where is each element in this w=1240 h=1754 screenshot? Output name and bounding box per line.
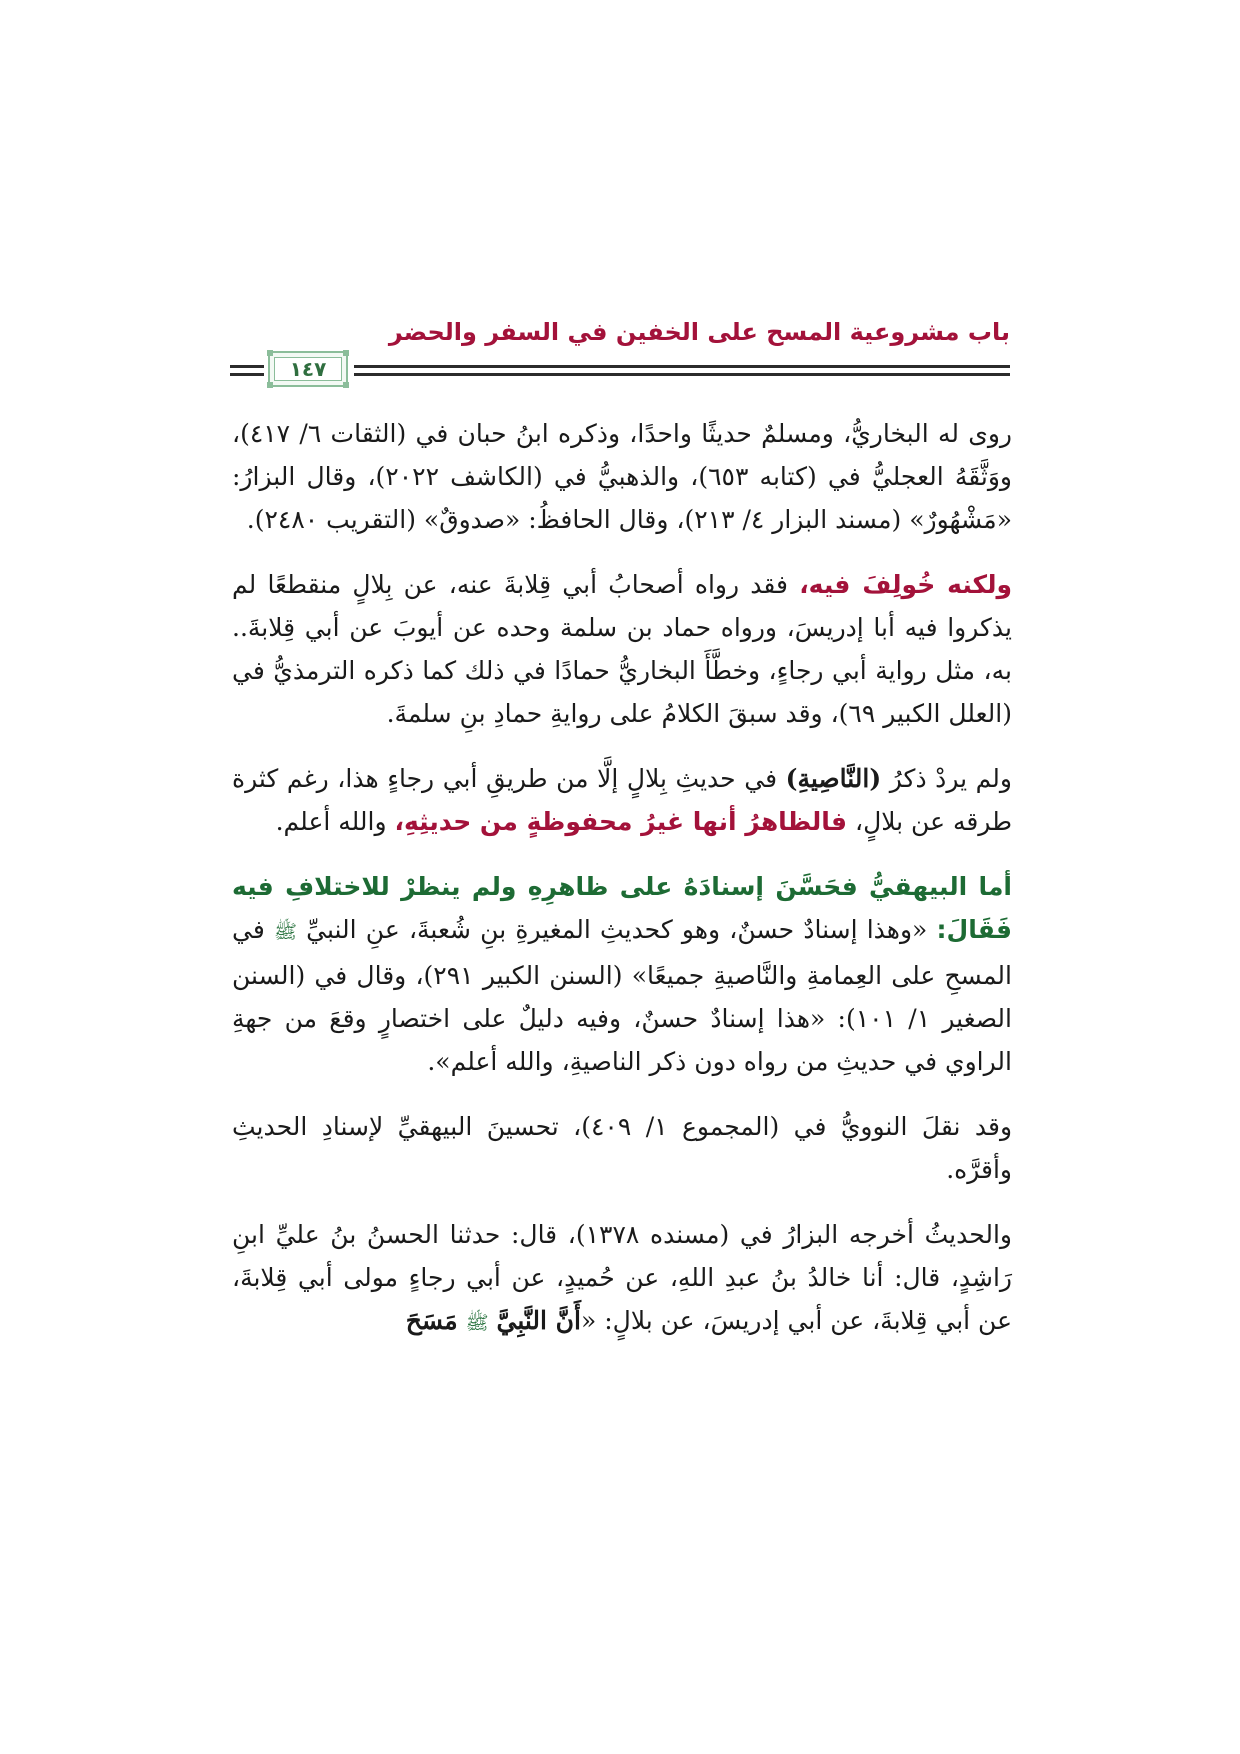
salawat-glyph: ﷺ — [465, 1312, 489, 1334]
bold-term: (النَّاصِيةِ) — [785, 764, 882, 793]
text-run: ولم يردْ ذكرُ — [881, 764, 1012, 793]
text-run: وقد نقلَ النوويُّ في (المجموع ١/ ٤٠٩)، تحسينَ البيهقيِّ لإسنادِ الحديثِ وأقرَّه. — [232, 1112, 1013, 1184]
paragraph-contradiction — [232, 563, 1012, 735]
body-text — [232, 412, 1012, 1367]
text-run: والله أعلم. — [275, 807, 395, 836]
page-number: ١٤٧ — [289, 357, 327, 381]
header-rule — [230, 365, 264, 368]
salawat-glyph: ﷺ — [273, 921, 297, 943]
highlighted-phrase: أما البيهقيُّ فحَسَّنَ إسنادَهُ على ظاهرِهِ ولم ينظرْ للاختلافِ فيه فَقَالَ: — [232, 872, 1012, 944]
hadith-text: مَسَحَ — [405, 1306, 458, 1335]
paragraph-bazzar — [232, 1213, 1012, 1345]
ornament-corner — [267, 382, 273, 388]
text-run: «وهذا إسنادٌ حسنٌ، وهو كحديثِ المغيرةِ بنِ شُعبةَ، عنِ النبيِّ — [296, 915, 937, 944]
header-rule — [354, 373, 1010, 376]
ornament-corner — [343, 382, 349, 388]
highlighted-phrase: فالظاهرُ أنها غيرُ محفوظةٍ من حديثِهِ، — [394, 807, 848, 836]
paragraph-nawawi — [232, 1105, 1012, 1191]
text-run: في المسحِ على العِمامةِ والنَّاصيةِ جميعًا» (السنن الكبير ٢٩١)، وقال في (السنن الصغير ١/ ١٠١): «هذا إسنادٌ حسنٌ، وفيه دليلٌ على اختصارٍ وقعَ من جهةِ الراوي في حديثِ من رواه دون ذكر الناصيةِ، والله أعلم». — [232, 915, 1012, 1076]
text-run: فقد رواه أصحابُ أبي قِلابةَ عنه، عن بِلالٍ منقطعًا لم يذكروا فيه أبا إدريسَ، ورواه حماد بن سلمة وحده عن أيوبَ عن أبي قِلابةَ.. به، مثل رواية أبي رجاءٍ، وخطَّأَ البخاريُّ حمادًا في ذلك كما ذكره الترمذيُّ في (العلل الكبير ٦٩)، وقد سبقَ الكلامُ على روايةِ حمادِ بنِ سلمةَ. — [232, 570, 1012, 728]
running-header — [230, 318, 1010, 390]
hadith-text: أَنَّ النَّبِيَّ — [496, 1306, 581, 1335]
text-run: روى له البخاريُّ، ومسلمٌ حديثًا واحدًا، وذكره ابنُ حبان في (الثقات ٦/ ٤١٧)، ووَثَّقَهُ العجليُّ في (كتابه ٦٥٣)، والذهبيُّ في (الكاشف ٢٠٢٢)، وقال البزارُ: «مَشْهُورٌ» (مسند البزار ٤/ ٢١٣)، وقال الحافظُ: «صدوقٌ» (التقريب ٢٤٨٠). — [232, 419, 1012, 534]
paragraph-nasiyah — [232, 757, 1012, 843]
ornament-corner — [267, 350, 273, 356]
ornament-corner — [343, 350, 349, 356]
highlighted-phrase: ولكنه خُولِفَ فيه، — [799, 570, 1012, 599]
text-run: والحديثُ أخرجه البزارُ في (مسنده ١٣٧٨)، قال: حدثنا الحسنُ بنُ عليِّ ابنِ رَاشِدٍ، قال: أنا خالدُ بنُ عبدِ اللهِ، عن حُميدٍ، عن أبي رجاءٍ مولى أبي قِلابةَ، عن أبي قِلابةَ، عن أبي إدريسَ، عن بلالٍ: « — [232, 1220, 1013, 1335]
text-run: في حديثِ بِلالٍ إلَّا من طريقِ أبي رجاءٍ هذا، رغم كثرة طرقه عن بلالٍ، — [232, 764, 1012, 836]
header-rule — [354, 365, 1010, 368]
page-number-frame — [274, 357, 342, 381]
paragraph-bayhaqi — [232, 865, 1012, 1083]
header-rule — [230, 373, 264, 376]
page-number-badge — [268, 351, 348, 387]
paragraph-narrator-grading — [232, 412, 1012, 541]
chapter-title: باب مشروعية المسح على الخفين في السفر والحضر — [388, 318, 1010, 346]
